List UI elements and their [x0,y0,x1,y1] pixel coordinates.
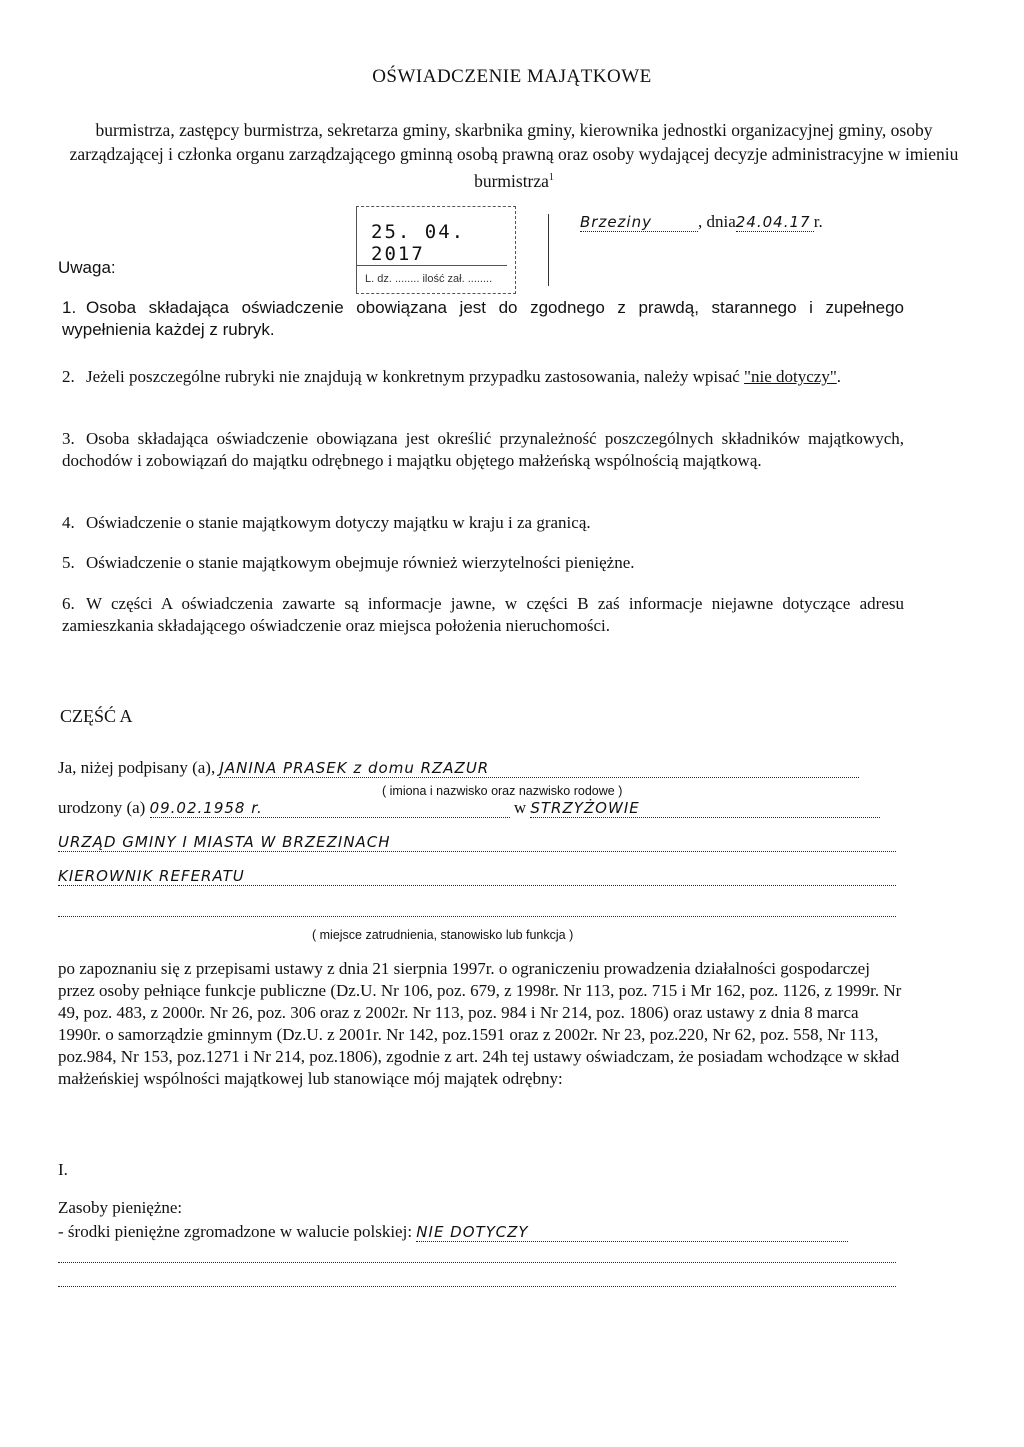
workplace-line-1 [58,832,898,852]
blank-line [58,1250,896,1263]
section-1-label: Zasoby pieniężne: [58,1198,183,1217]
note-number: 6. [62,594,75,613]
cash-pln-line-2 [58,1248,898,1268]
names-caption: ( imiona i nazwisko oraz nazwisko rodowe ) [382,784,623,798]
note-text: W części A oświadczenia zawarte są informacje jawne, w części B zaś informacje niejawne dotyczące adresu zamieszkania składającego oświadczenie oraz miejsca położenia nieruchomości. [62,594,904,635]
cash-pln-label: - środki pieniężne zgromadzone w walucie polskiej: [58,1222,413,1241]
note-3 [62,428,904,472]
note-text: Oświadczenie o stanie majątkowym dotyczy majątku w kraju i za granicą. [86,513,591,532]
cash-pln-value: NIE DOTYCZY [416,1223,848,1242]
intro-footnote-mark: 1 [548,172,554,183]
note-number: 3. [62,429,75,448]
stamp-divider [357,265,507,266]
born-date-value: 09.02.1958 r. [150,799,510,818]
note-number: 2. [62,367,75,386]
margin-mark [548,214,549,286]
workplace-line-2 [58,866,898,886]
stamp-date: 25. 04. 2017 [371,221,466,265]
note-1 [62,297,904,341]
note-6 [62,593,904,637]
signatory-label: Ja, niżej podpisany (a), [58,758,216,777]
place-value: Brzeziny [580,213,698,232]
signatory-row [58,758,898,778]
note-text-end: . [836,367,842,386]
note-number: 1. [62,298,77,317]
note-text: Osoba składająca oświadczenie obowiązana jest określić przynależność poszczególnych składników majątkowych, dochodów i zobowiązań do majątku odrębnego i majątku objętego małżeńską wspólnością majątkową. [62,429,904,470]
note-4 [62,512,904,534]
cash-pln-line-3 [58,1272,898,1292]
workplace-line-3 [58,900,898,922]
date-suffix: r. [813,212,823,231]
signatory-value: JANINA PRASEK z domu RZAZUR [219,759,859,778]
blank-line [58,900,896,917]
note-number: 5. [62,553,75,572]
note-quoted-value: "nie dotyczy" [744,367,837,386]
note-number: 4. [62,513,75,532]
note-text: Jeżeli poszczególne rubryki nie znajdują w konkretnym przypadku zastosowania, należy wpisać [86,367,745,386]
intro-paragraph [64,118,964,193]
work-caption: ( miejsce zatrudnienia, stanowisko lub funkcja ) [312,928,574,942]
notes-label: Uwaga: [58,258,116,277]
stamp-footer: L. dz. ........ ilość zał. ........ [365,273,493,285]
note-text: Oświadczenie o stanie majątkowym obejmuje również wierzytelności pieniężne. [86,553,635,572]
note-text: Osoba składająca oświadczenie obowiązana jest do zgodnego z prawdą, starannego i zupełnego wypełnienia każdej z rubryk. [62,298,904,339]
document-title: OŚWIADCZENIE MAJĄTKOWE [372,66,652,87]
statement-paragraph: po zapoznaniu się z przepisami ustawy z dnia 21 sierpnia 1997r. o ograniczeniu prowadzenia działalności gospodarczej przez osoby pełniące funkcje publiczne (Dz.U. Nr 106, poz. 679, z 1998r. Nr 113, poz. 715 i Mr 162, poz. 1126, z 1999r. Nr 49, poz. 483, z 2000r. Nr 26, poz. 306 oraz z 2002r. Nr 113, poz. 984 i Nr 214, poz. 1806) oraz ustawy z dnia 8 marca 1990r. o samorządzie gminnym (Dz.U. z 2001r. Nr 142, poz.1591 oraz z 2002r. Nr 23, poz.220, Nr 62, poz. 558, Nr 113, poz.984, Nr 153, poz.1271 i Nr 214, poz.1806), zgodnie z art. 24h tej ustawy oświadczam, że posiadam wchodzące w skład małżeńskiej wspólności majątkowej lub stanowiące mój majątek odrębny: [58,959,902,1088]
note-2 [62,366,904,388]
position-value: KIEROWNIK REFERATU [58,867,896,886]
part-a-heading: CZĘŚĆ A [60,706,133,726]
place-date-line [580,212,823,232]
workplace-value: URZĄD GMINY I MIASTA W BRZEZINACH [58,833,896,852]
birth-row [58,798,898,818]
date-label: , dnia [698,212,736,231]
cash-pln-row [58,1222,904,1242]
section-1-number: I. [58,1160,68,1179]
date-value: 24.04.17 [736,213,814,232]
born-in-label: w [513,798,527,817]
registration-stamp [356,206,516,294]
blank-line [58,1274,896,1287]
intro-text: burmistrza, zastępcy burmistrza, sekretarza gminy, skarbnika gminy, kierownika jednostki organizacyjnej gminy, osoby zarządzającej i członka organu zarządzającego gminną osobą prawną oraz osoby wydającej decyzje administracyjne w imieniu burmistrza [69,120,959,191]
note-5 [62,552,904,574]
born-label: urodzony (a) [58,798,146,817]
born-place-value: STRZYŻOWIE [530,799,880,818]
